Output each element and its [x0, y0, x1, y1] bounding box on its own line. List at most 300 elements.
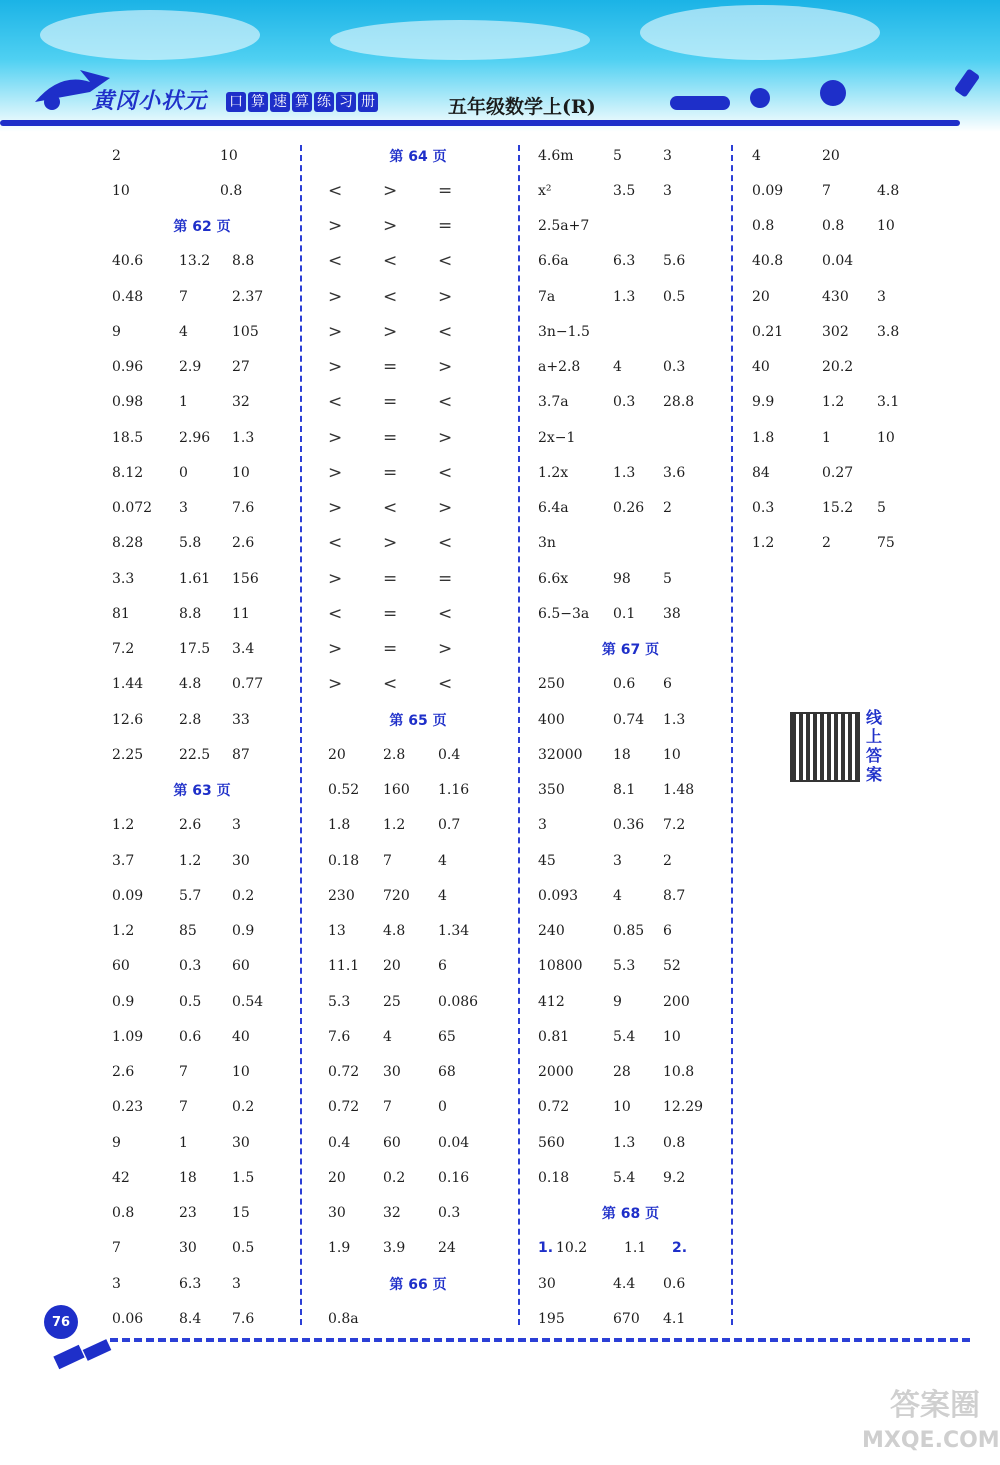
answer-row	[328, 1231, 508, 1266]
answer-value: 4.8	[179, 676, 202, 693]
answer-row	[328, 914, 508, 949]
answer-row	[538, 1125, 723, 1160]
comparison-symbol: <	[328, 180, 343, 201]
answer-value: 1.1	[624, 1240, 647, 1257]
answer-value: 0.98	[112, 394, 144, 411]
answer-value: 3	[538, 817, 547, 834]
answer-row	[752, 385, 952, 420]
answer-value: 3	[663, 147, 672, 164]
answer-value: 8.8	[232, 253, 255, 270]
answer-value: 2	[663, 852, 672, 869]
comparison-symbol: >	[328, 462, 343, 483]
answer-value: 5	[877, 500, 886, 517]
answer-value: 4	[179, 323, 188, 340]
answer-value: 5	[663, 570, 672, 587]
answer-value: 2.96	[179, 429, 211, 446]
answer-value: 10	[877, 218, 895, 235]
answer-value: 22.5	[179, 746, 211, 763]
answer-value: 0.5	[232, 1240, 255, 1257]
answer-row	[752, 526, 952, 561]
answer-row	[328, 244, 508, 279]
qr-label	[864, 708, 884, 784]
answer-row	[112, 1266, 292, 1301]
answer-row	[538, 1160, 723, 1195]
comparison-symbol: <	[438, 603, 453, 624]
answer-value: 2.8	[179, 711, 202, 728]
answer-value: 5.4	[613, 1169, 636, 1186]
answer-value: 2.8	[383, 746, 406, 763]
answer-value: 3.4	[232, 641, 255, 658]
answer-row	[328, 667, 508, 702]
answer-value: 3n	[538, 535, 556, 552]
answer-value: 156	[232, 570, 259, 587]
answer-value: 10.2	[556, 1240, 588, 1257]
answer-value: 0.5	[663, 288, 686, 305]
answer-value: 2.25	[112, 746, 144, 763]
answer-value: 3.3	[112, 570, 135, 587]
qr-label-char: 上	[865, 727, 882, 746]
answer-row	[328, 632, 508, 667]
answer-row	[538, 1090, 723, 1125]
answer-row	[328, 984, 508, 1019]
comparison-symbol: >	[438, 427, 453, 448]
answer-row	[752, 209, 952, 244]
answer-value: 0.36	[613, 817, 645, 834]
column-divider	[300, 145, 302, 1325]
answer-value: 2000	[538, 1064, 574, 1081]
answer-value: 720	[383, 887, 410, 904]
answer-row	[112, 949, 292, 984]
answer-row	[112, 914, 292, 949]
answer-row	[112, 314, 292, 349]
answer-value: 0.54	[232, 993, 264, 1010]
answer-value: 0	[438, 1099, 447, 1116]
series-char: 算	[292, 92, 312, 112]
answer-row	[328, 1055, 508, 1090]
answer-value: 2.37	[232, 288, 264, 305]
answer-row	[328, 596, 508, 631]
answer-value: 0.6	[179, 1028, 202, 1045]
comparison-symbol: >	[328, 321, 343, 342]
planet-icon	[750, 88, 770, 108]
answer-value: 195	[538, 1310, 565, 1327]
answer-row	[328, 878, 508, 913]
answer-row	[538, 808, 723, 843]
answer-value: 0.3	[179, 958, 202, 975]
answer-row	[328, 808, 508, 843]
answer-row	[328, 1019, 508, 1054]
answer-row	[538, 914, 723, 949]
answer-value: 13.2	[179, 253, 211, 270]
answer-value: 160	[383, 782, 410, 799]
comparison-symbol: <	[383, 286, 398, 307]
answer-value: 4.4	[613, 1275, 636, 1292]
answer-value: a+2.8	[538, 359, 581, 376]
answer-row	[112, 491, 292, 526]
answer-value: 20	[752, 288, 770, 305]
answer-row	[538, 1055, 723, 1090]
comparison-symbol: <	[328, 603, 343, 624]
answer-value: 0.72	[538, 1099, 570, 1116]
answer-value: 7	[383, 852, 392, 869]
answer-row	[112, 561, 292, 596]
answer-row	[538, 878, 723, 913]
answer-value: 7	[112, 1240, 121, 1257]
answer-value: 3.5	[613, 182, 636, 199]
answer-row	[538, 244, 723, 279]
answer-value: 3.9	[383, 1240, 406, 1257]
answer-value: 10800	[538, 958, 583, 975]
answer-value: 7.6	[232, 500, 255, 517]
series-title	[226, 92, 378, 112]
comparison-symbol: <	[383, 251, 398, 272]
answer-value: 412	[538, 993, 565, 1010]
answer-value: 4.1	[663, 1310, 686, 1327]
page-section-heading: 第 64 页	[389, 148, 447, 165]
answer-row	[328, 279, 508, 314]
answer-value: 3	[232, 817, 241, 834]
answer-value: 0.9	[232, 923, 255, 940]
answer-value: 0.8	[822, 218, 845, 235]
answer-value: 4	[438, 852, 447, 869]
answer-value: 1.2x	[538, 464, 569, 481]
answer-value: 0.18	[328, 852, 360, 869]
answer-value: 1.3	[663, 711, 686, 728]
answer-row	[538, 138, 723, 173]
answer-value: 42	[112, 1169, 130, 1186]
answer-value: 0.3	[752, 500, 775, 517]
answer-value: 6.3	[613, 253, 636, 270]
answer-value: 1.9	[328, 1240, 351, 1257]
series-char: 口	[226, 92, 246, 112]
answer-value: 10	[613, 1099, 631, 1116]
answer-value: 32000	[538, 746, 583, 763]
answer-value: 1.61	[179, 570, 211, 587]
book-title: 五年级数学上(R)	[448, 96, 596, 118]
answer-value: 3.7a	[538, 394, 569, 411]
answer-value: 7.6	[328, 1028, 351, 1045]
answer-value: 7	[822, 182, 831, 199]
answer-value: 85	[179, 923, 197, 940]
answer-row	[538, 737, 723, 772]
answer-row	[112, 350, 292, 385]
answer-value: 52	[663, 958, 681, 975]
answer-value: 5.3	[328, 993, 351, 1010]
answer-value: 250	[538, 676, 565, 693]
answer-row	[328, 737, 508, 772]
header-divider	[0, 120, 960, 126]
answer-value: 6	[663, 676, 672, 693]
answer-column-2	[328, 138, 508, 1337]
answer-value: 1.48	[663, 782, 695, 799]
answer-value: 560	[538, 1134, 565, 1151]
answer-row	[112, 632, 292, 667]
answer-value: 0.23	[112, 1099, 144, 1116]
answer-value: 2.9	[179, 359, 202, 376]
answer-row	[538, 702, 723, 737]
answer-row	[112, 420, 292, 455]
comparison-symbol: <	[383, 498, 398, 519]
answer-row	[538, 209, 723, 244]
answer-value: 4.8	[383, 923, 406, 940]
answer-value: 30	[232, 1134, 250, 1151]
answer-value: 10	[663, 1028, 681, 1045]
page-section-heading: 第 65 页	[389, 712, 447, 729]
answer-row	[328, 491, 508, 526]
answer-row	[752, 244, 952, 279]
answer-row	[112, 279, 292, 314]
comparison-symbol: >	[438, 286, 453, 307]
comparison-symbol: <	[438, 321, 453, 342]
answer-value: 1.09	[112, 1028, 144, 1045]
answer-row	[538, 173, 723, 208]
cloud-icon	[670, 96, 730, 110]
answer-row	[328, 1090, 508, 1125]
answer-row	[538, 773, 723, 808]
answer-row	[112, 667, 292, 702]
answer-value: 3.8	[877, 323, 900, 340]
comparison-symbol: =	[383, 568, 398, 589]
comparison-symbol: <	[328, 392, 343, 413]
watermark-text: 答案圈	[890, 1388, 980, 1423]
answer-row	[112, 1055, 292, 1090]
answer-value: 2x−1	[538, 429, 576, 446]
answer-row	[538, 1019, 723, 1054]
answer-value: 0.7	[438, 817, 461, 834]
answer-value: 0.1	[613, 605, 636, 622]
answer-value: 1	[822, 429, 831, 446]
answer-value: 4	[752, 147, 761, 164]
answer-value: 30	[328, 1205, 346, 1222]
answer-row	[538, 1301, 723, 1336]
answer-value: 10	[220, 147, 238, 164]
answer-value: 0.04	[438, 1134, 470, 1151]
answer-row	[328, 1125, 508, 1160]
answer-value: 4	[613, 887, 622, 904]
comparison-symbol: <	[328, 251, 343, 272]
answer-value: 5.8	[179, 535, 202, 552]
page-section-heading: 第 68 页	[601, 1206, 660, 1223]
answer-row	[112, 455, 292, 490]
comparison-symbol: =	[383, 392, 398, 413]
answer-row	[538, 420, 723, 455]
answer-row	[538, 667, 723, 702]
answer-value: 0.093	[538, 887, 579, 904]
cloud-decoration	[40, 10, 260, 60]
answer-row	[538, 350, 723, 385]
answer-value: 25	[383, 993, 401, 1010]
comparison-symbol: =	[438, 180, 453, 201]
answer-value: 4.6m	[538, 147, 574, 164]
answer-value: 30	[383, 1064, 401, 1081]
answer-row	[538, 843, 723, 878]
comparison-symbol: =	[438, 216, 453, 237]
answer-value: 5	[613, 147, 622, 164]
answer-value: 7	[179, 1064, 188, 1081]
answer-value: 400	[538, 711, 565, 728]
comparison-symbol: <	[328, 533, 343, 554]
answer-value: 0.52	[328, 782, 360, 799]
answer-row	[538, 455, 723, 490]
comparison-symbol: >	[383, 533, 398, 554]
answer-value: 1.5	[232, 1169, 255, 1186]
answer-value: 2	[112, 147, 121, 164]
answer-value: 9	[112, 323, 121, 340]
answer-value: 84	[752, 464, 770, 481]
answer-value: 4.8	[877, 182, 900, 199]
answer-value: 0.74	[613, 711, 645, 728]
answer-row	[328, 314, 508, 349]
series-char: 练	[314, 92, 334, 112]
answer-value: 6.6x	[538, 570, 569, 587]
answer-value: 8.28	[112, 535, 144, 552]
answer-value: 0.8	[220, 182, 243, 199]
answer-value: 0.072	[112, 500, 153, 517]
answer-row	[112, 173, 292, 208]
answer-value: 0.3	[613, 394, 636, 411]
answer-value: 3.6	[663, 464, 686, 481]
answer-value: 0.26	[613, 500, 645, 517]
answer-value: 10	[232, 1064, 250, 1081]
answer-value: 0.5	[179, 993, 202, 1010]
answer-value: 30	[232, 852, 250, 869]
answer-value: 0.086	[438, 993, 479, 1010]
comparison-symbol: >	[328, 216, 343, 237]
answer-value: 10.8	[663, 1064, 695, 1081]
answer-value: x²	[538, 182, 552, 199]
answer-value: 1.2	[112, 817, 135, 834]
answer-value: 4	[383, 1028, 392, 1045]
answer-value: 18	[179, 1169, 197, 1186]
answer-row	[328, 420, 508, 455]
answer-value: 75	[877, 535, 895, 552]
comparison-symbol: <	[438, 392, 453, 413]
answer-value: 20	[822, 147, 840, 164]
answer-row	[328, 773, 508, 808]
answer-value: 0.04	[822, 253, 854, 270]
answer-value: 30	[538, 1275, 556, 1292]
answer-value: 0.4	[438, 746, 461, 763]
answer-value: 8.1	[613, 782, 636, 799]
answer-value: 15.2	[822, 500, 854, 517]
answer-row	[752, 138, 952, 173]
answer-value: 7a	[538, 288, 556, 305]
answer-value: 10	[232, 464, 250, 481]
answer-value: 32	[383, 1205, 401, 1222]
answer-value: 9.9	[752, 394, 775, 411]
answer-value: 2	[663, 500, 672, 517]
answer-value: 9	[112, 1134, 121, 1151]
answer-value: 3.7	[112, 852, 135, 869]
answer-value: 6.5−3a	[538, 605, 590, 622]
comparison-symbol: >	[383, 216, 398, 237]
answer-value: 38	[663, 605, 681, 622]
answer-value: 0.27	[822, 464, 854, 481]
answer-value: 1.44	[112, 676, 144, 693]
answer-value: 0.81	[538, 1028, 570, 1045]
comparison-symbol: =	[383, 357, 398, 378]
comparison-symbol: <	[438, 462, 453, 483]
comparison-symbol: >	[328, 286, 343, 307]
column-divider	[731, 145, 733, 1325]
answer-value: 1	[179, 394, 188, 411]
comparison-symbol: =	[383, 427, 398, 448]
answer-row	[752, 173, 952, 208]
answer-value: 60	[232, 958, 250, 975]
answer-row	[538, 561, 723, 596]
answer-value: 1.3	[613, 464, 636, 481]
answer-row	[112, 244, 292, 279]
answer-row	[328, 1160, 508, 1195]
answer-value: 28	[613, 1064, 631, 1081]
answer-value: 1.3	[613, 288, 636, 305]
answer-value: 9	[613, 993, 622, 1010]
qr-label-char: 答	[865, 746, 882, 765]
comparison-symbol: >	[328, 674, 343, 695]
answer-value: 670	[613, 1310, 640, 1327]
answer-value: 1.2	[179, 852, 202, 869]
page-section-heading: 第 67 页	[601, 642, 660, 659]
answer-value: 6	[663, 923, 672, 940]
answer-column-1	[112, 138, 292, 1337]
answer-value: 0.2	[383, 1169, 406, 1186]
answer-value: 0.09	[112, 887, 144, 904]
answer-value: 0.6	[613, 676, 636, 693]
series-char: 算	[248, 92, 268, 112]
answer-row	[112, 878, 292, 913]
page-section-heading: 第 66 页	[389, 1276, 447, 1293]
answer-row	[328, 1301, 508, 1336]
answer-value: 240	[538, 923, 565, 940]
answer-value: 45	[538, 852, 556, 869]
brand-logo-text: 黄冈小状元	[92, 89, 208, 114]
answer-row	[112, 1019, 292, 1054]
answer-value: 0.85	[613, 923, 645, 940]
answer-value: 6	[438, 958, 447, 975]
answer-row	[538, 526, 723, 561]
answer-row	[328, 173, 508, 208]
planet-icon	[820, 80, 846, 106]
cloud-decoration	[640, 5, 880, 60]
answer-value: 0.8	[752, 218, 775, 235]
answer-value: 10	[112, 182, 130, 199]
answer-row	[328, 561, 508, 596]
column-divider	[518, 145, 520, 1325]
answer-value: 11	[232, 605, 250, 622]
answer-value: 6.4a	[538, 500, 569, 517]
answer-value: 20	[383, 958, 401, 975]
answer-value: 0.8	[112, 1205, 135, 1222]
answer-row	[538, 1266, 723, 1301]
answer-row	[112, 385, 292, 420]
answer-value: 5.3	[613, 958, 636, 975]
answer-value: 0.6	[663, 1275, 686, 1292]
answer-value: 3n−1.5	[538, 323, 590, 340]
answer-value: 20.2	[822, 359, 854, 376]
answer-value: 1	[179, 1134, 188, 1151]
qr-code-icon[interactable]	[790, 712, 860, 782]
answer-value: 1.2	[383, 817, 406, 834]
answer-value: 30	[179, 1240, 197, 1257]
answer-value: 27	[232, 359, 250, 376]
answer-value: 1.	[538, 1240, 554, 1257]
answer-value: 7.2	[663, 817, 686, 834]
answer-value: 2.	[672, 1240, 688, 1257]
answer-row	[112, 1231, 292, 1266]
answer-row	[328, 350, 508, 385]
answer-value: 350	[538, 782, 565, 799]
answer-value: 3	[613, 852, 622, 869]
